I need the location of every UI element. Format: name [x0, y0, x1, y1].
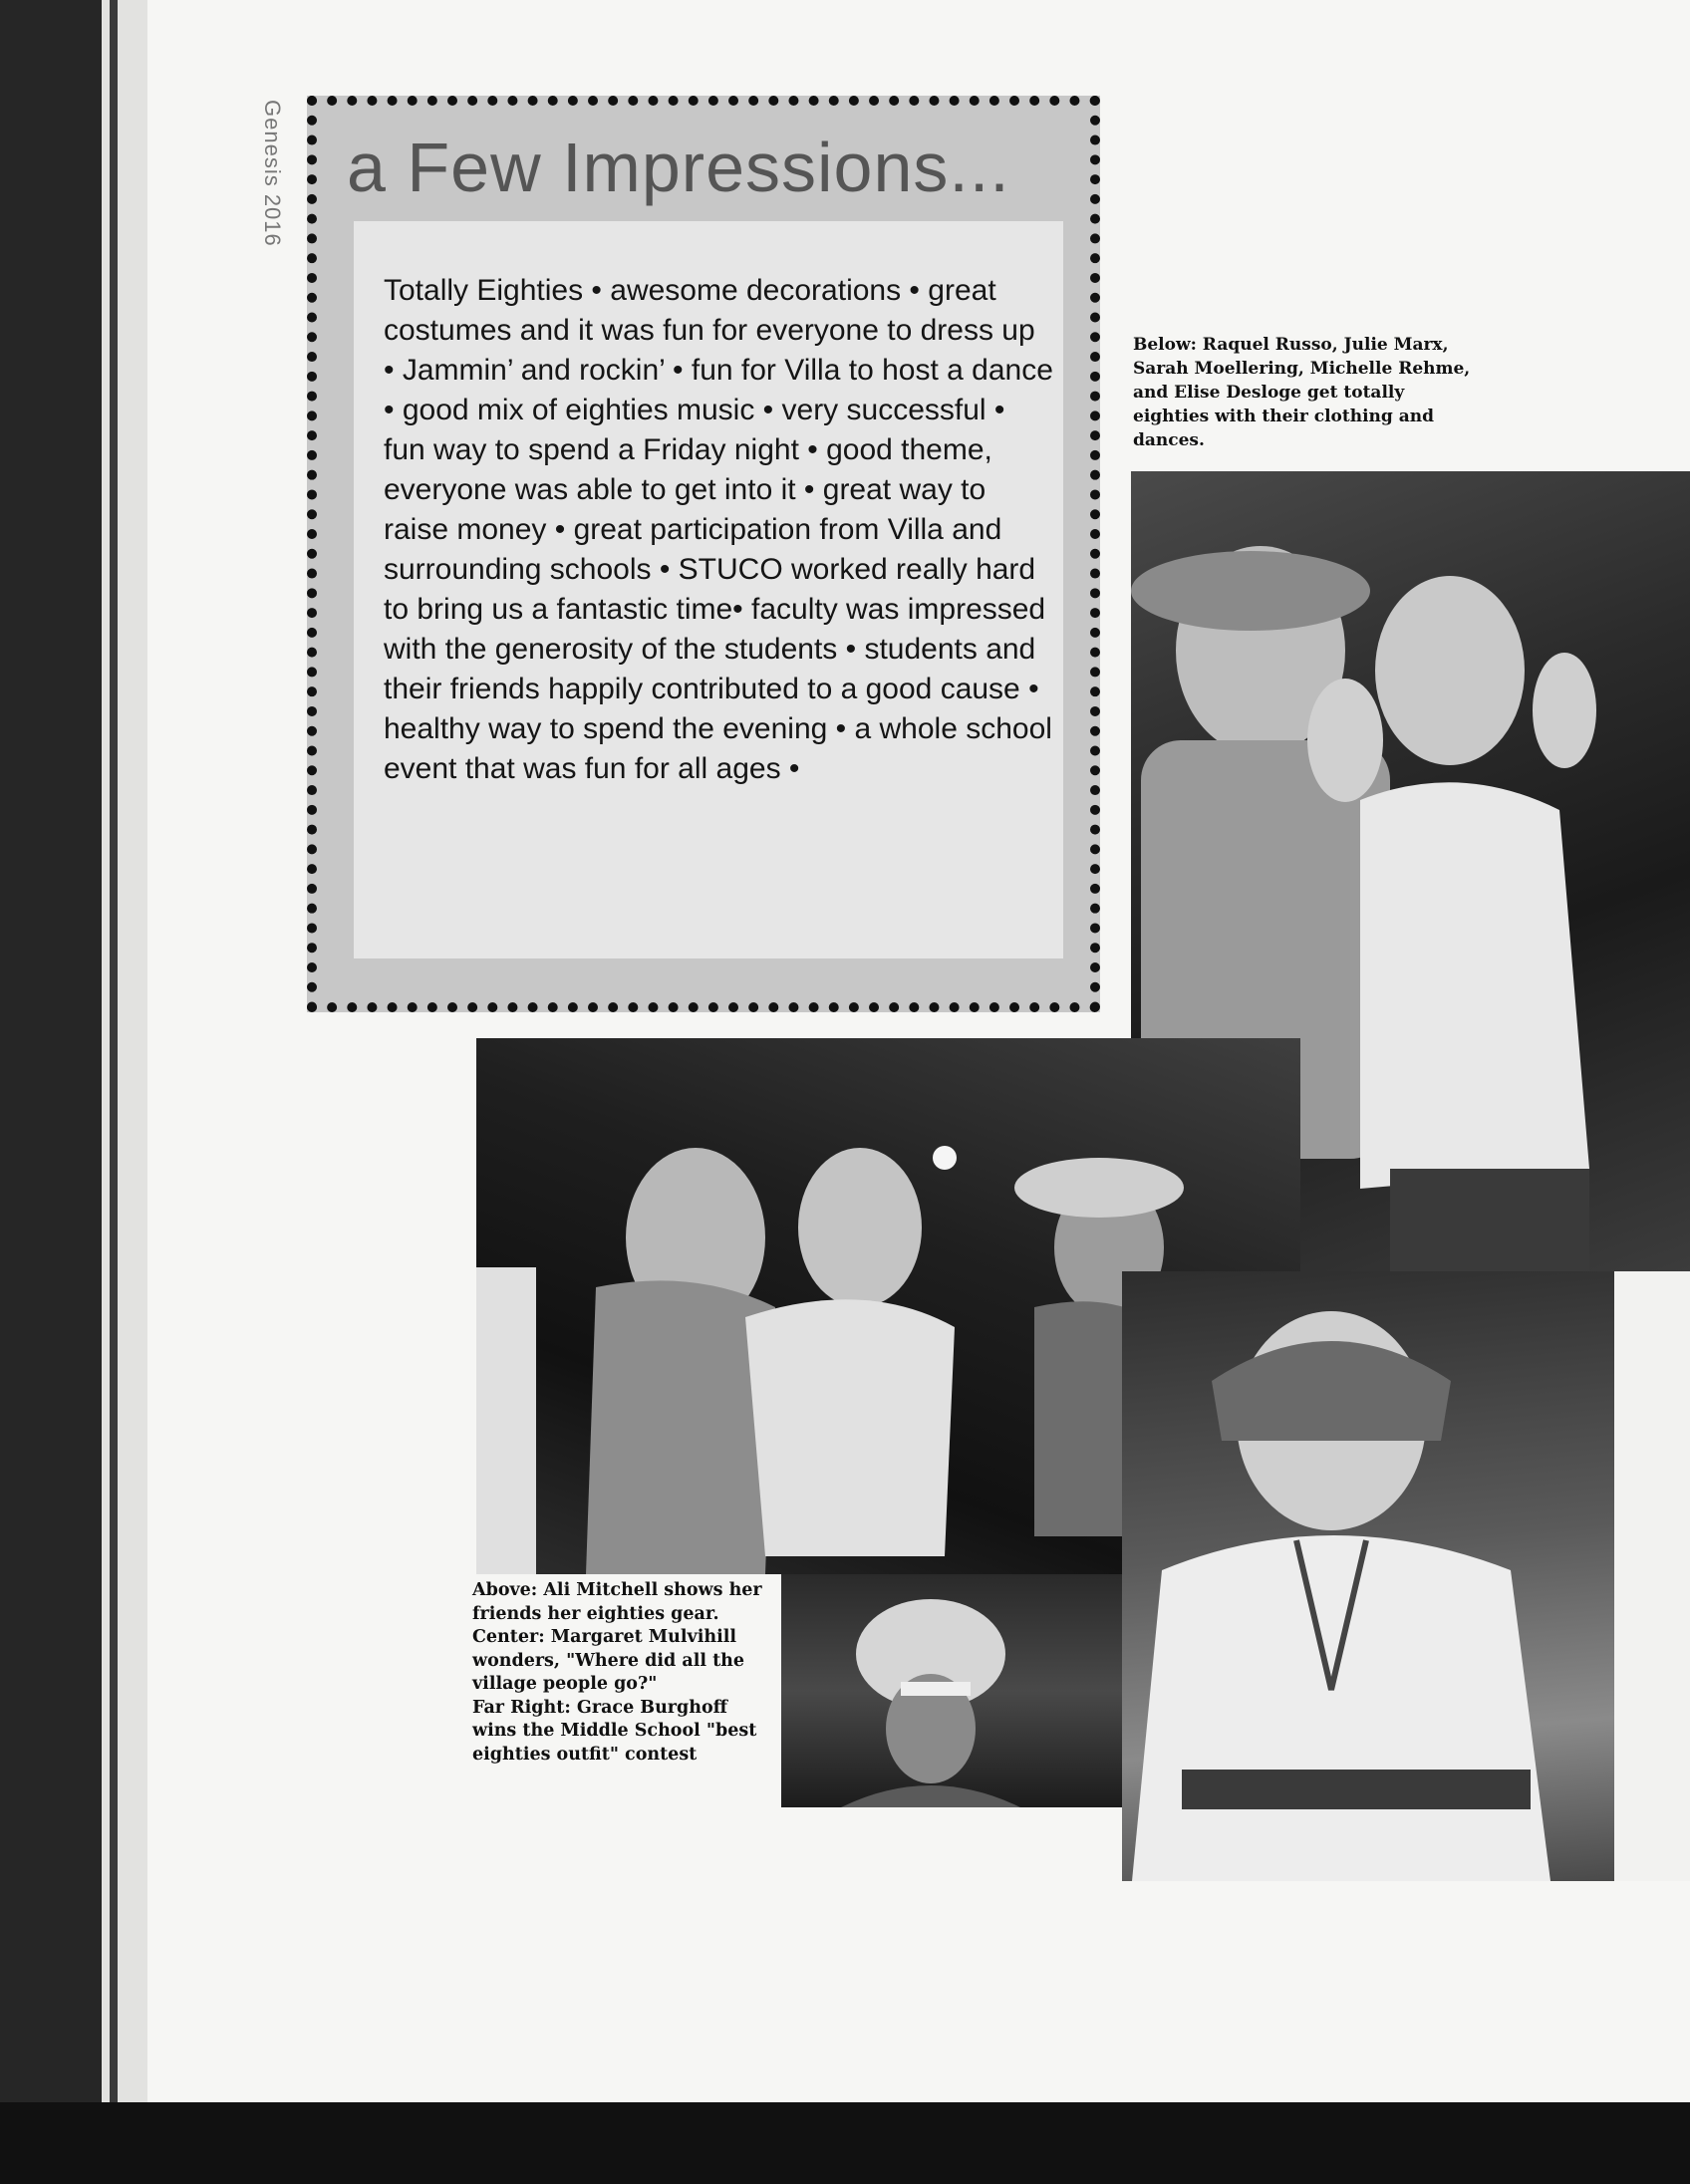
feature-title: a Few Impressions... — [347, 129, 1010, 206]
caption-above — [472, 1579, 775, 1767]
scan-background — [0, 2102, 1690, 2184]
binding-shadow — [110, 0, 118, 2102]
photo-figures — [781, 1574, 1122, 1807]
photo-grace-burghoff — [1122, 1271, 1614, 1881]
caption-center-line: Center: Margaret Mulvihill wonders, "Where did all the village people go?" — [472, 1627, 745, 1694]
photo-margaret-mulvihill — [781, 1574, 1122, 1807]
impressions-body-text: Totally Eighties • awesome decorations • great costumes and it was fun for everyone to dress up • Jammin’ and rockin’ • fun for Villa to host a dance • good mix of eighties music • very successful • fun way to spend a Friday night • good theme, everyone was able to get into it • great way to raise money • great participation from Villa and surrounding schools • STUCO worked really hard to bring us a fantastic time• faculty was impressed with the generosity of the students • students and their friends happily contributed to a good cause • healthy way to spend the evening • a whole school event that was fun for all ages • — [384, 274, 1053, 785]
vertical-label-text: Genesis 2016 — [260, 100, 285, 247]
caption-far-right-line: Far Right: Grace Burghoff wins the Middle School "best eighties outfit" contest — [472, 1697, 757, 1765]
photo-figures — [1122, 1271, 1614, 1881]
book-cover-edge — [0, 0, 110, 2184]
vertical-page-label — [251, 100, 291, 299]
caption-above-line: Above: Ali Mitchell shows her friends her eighties gear. — [472, 1580, 762, 1624]
page-margin-strip — [1614, 1271, 1690, 1881]
caption-below: Below: Raquel Russo, Julie Marx, Sarah Moellering, Michelle Rehme, and Elise Desloge get totally eighties with their clothing and dances. — [1133, 335, 1471, 450]
